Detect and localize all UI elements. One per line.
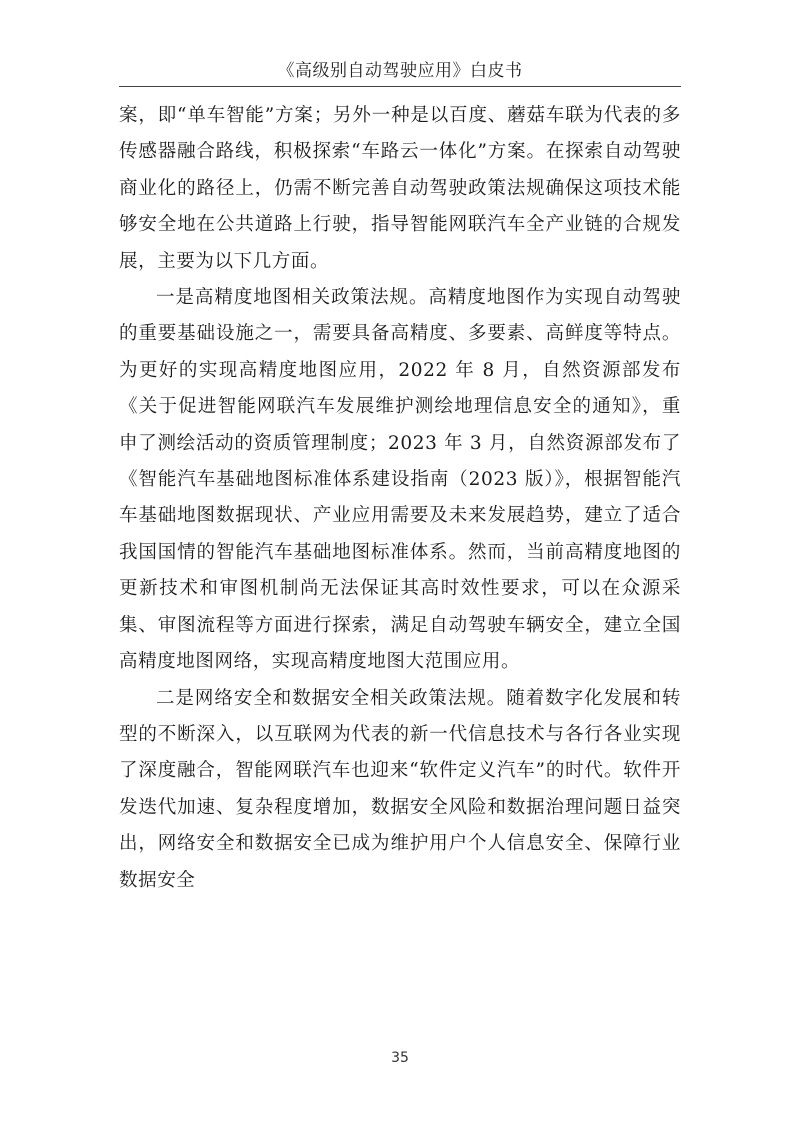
paragraph-continuation: 案，即“单车智能”方案；另外一种是以百度、蘑菇车联为代表的多传感器融合路线，积极探索“车路云一体化”方案。在探索自动驾驶商业化的路径上，仍需不断完善自动驾驶政策法规确保这项技术能够安全地在公共道路上行驶，指导智能网联汽车全产业链的合规发展，主要为以下几方面。: [119, 105, 681, 272]
page-header-title: 《高级别自动驾驶应用》白皮书: [277, 61, 523, 81]
paragraph-hd-map-policy: 一是高精度地图相关政策法规。高精度地图作为实现自动驾驶的重要基础设施之一，需要具备高精度、多要素、高鲜度等特点。为更好的实现高精度地图应用，2022 年 8 月，自然资源部发布《关于促进智能网联汽车发展维护测绘地理信息安全的通知》，重申了测绘活动的资质管理制度；2023 年 3 月，自然资源部发布了《智能汽车基础地图标准体系建设指南（2023 版）》，根据智能汽车基础地图数据现状、产业应用需要及未来发展趋势，建立了适合我国国情的智能汽车基础地图标准体系。然而，当前高精度地图的更新技术和审图机制尚无法保证其高时效性要求，可以在众源采集、审图流程等方面进行探索，满足自动驾驶车辆安全，建立全国高精度地图网络，实现高精度地图大范围应用。: [119, 287, 681, 673]
paragraph-network-data-security-policy: 二是网络安全和数据安全相关政策法规。随着数字化发展和转型的不断深入，以互联网为代表的新一代信息技术与各行各业实现了深度融合，智能网联汽车也迎来“软件定义汽车”的时代。软件开发迭代加速、复杂程度增加，数据安全风险和数据治理问题日益突出，网络安全和数据安全已成为维护用户个人信息安全、保障行业数据安全: [119, 687, 681, 891]
header-divider: [119, 86, 681, 87]
body-text: [119, 98, 681, 899]
page-number: 35: [391, 1050, 409, 1066]
